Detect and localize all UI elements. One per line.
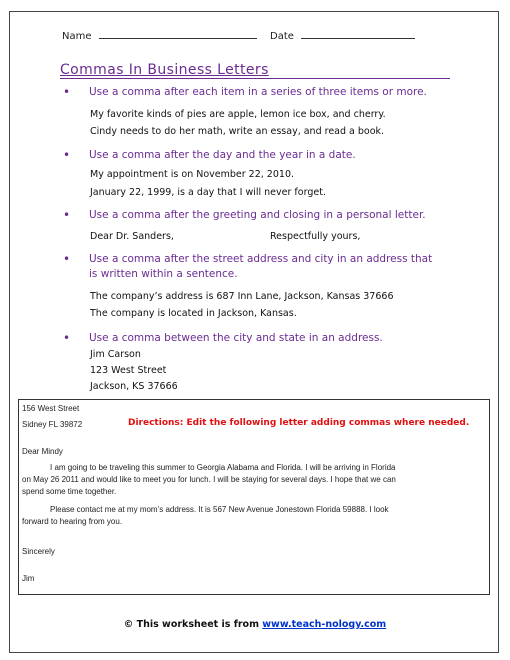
bullet-icon: • bbox=[63, 208, 71, 222]
letter-greeting: Dear Mindy bbox=[22, 447, 63, 456]
address-line: Jim Carson bbox=[90, 349, 141, 360]
letter-address-line: 156 West Street bbox=[22, 404, 80, 413]
example-line: The company is located in Jackson, Kansas. bbox=[90, 308, 297, 319]
example-line: My favorite kinds of pies are apple, lemon ice box, and cherry. bbox=[90, 109, 386, 120]
bullet-icon: • bbox=[63, 252, 71, 266]
rule-address-sentence: • Use a comma after the street address and city in an address that is written within a sentence. bbox=[63, 252, 433, 280]
example-greeting: Dear Dr. Sanders, bbox=[90, 231, 174, 242]
letter-paragraph-1: I am going to be traveling this summer to Georgia Alabama and Florida. I will be arriving in Florida on May 26 2011 and would like to meet you for lunch. I will be staying for several days. I hope that we can spend some time together. bbox=[22, 463, 396, 496]
name-field-row bbox=[62, 30, 257, 42]
worksheet-title: Commas In Business Letters bbox=[60, 62, 269, 78]
bullet-icon: • bbox=[63, 85, 71, 99]
letter-directions: Directions: Edit the following letter adding commas where needed. bbox=[128, 418, 470, 428]
footer-link[interactable]: www.teach-nology.com bbox=[262, 619, 387, 630]
date-blank-line[interactable] bbox=[301, 30, 415, 39]
example-closing: Respectfully yours, bbox=[270, 231, 361, 242]
rule-greeting-closing: • Use a comma after the greeting and closing in a personal letter. bbox=[63, 208, 426, 222]
rule-series: • Use a comma after each item in a series of three items or more. bbox=[63, 85, 427, 99]
bullet-icon: • bbox=[63, 331, 71, 345]
letter-paragraph-2: Please contact me at my mom’s address. It is 567 New Avenue Jonestown Florida 59888. I look forward to hearing from you. bbox=[22, 505, 389, 526]
letter-signature: Jim bbox=[22, 574, 35, 583]
bullet-icon: • bbox=[63, 148, 71, 162]
rule-date: • Use a comma after the day and the year in a date. bbox=[63, 148, 356, 162]
rule-city-state: • Use a comma between the city and state in an address. bbox=[63, 331, 383, 345]
example-line: January 22, 1999, is a day that I will never forget. bbox=[90, 187, 326, 198]
address-line: Jackson, KS 37666 bbox=[90, 381, 178, 392]
name-label: Name bbox=[62, 31, 92, 42]
name-blank-line[interactable] bbox=[99, 30, 257, 39]
footer-credit: © This worksheet is from www.teach-nology.com bbox=[123, 619, 387, 630]
example-line: My appointment is on November 22, 2010. bbox=[90, 169, 295, 180]
letter-closing: Sincerely bbox=[22, 547, 55, 556]
example-line: Cindy needs to do her math, write an essay, and read a book. bbox=[90, 126, 385, 137]
date-label: Date bbox=[270, 31, 294, 42]
date-field-row bbox=[270, 30, 415, 42]
title-underline bbox=[60, 78, 450, 79]
letter-address-line: Sidney FL 39872 bbox=[22, 420, 83, 429]
address-line: 123 West Street bbox=[90, 365, 167, 376]
example-line: The company’s address is 687 Inn Lane, Jackson, Kansas 37666 bbox=[90, 291, 394, 302]
